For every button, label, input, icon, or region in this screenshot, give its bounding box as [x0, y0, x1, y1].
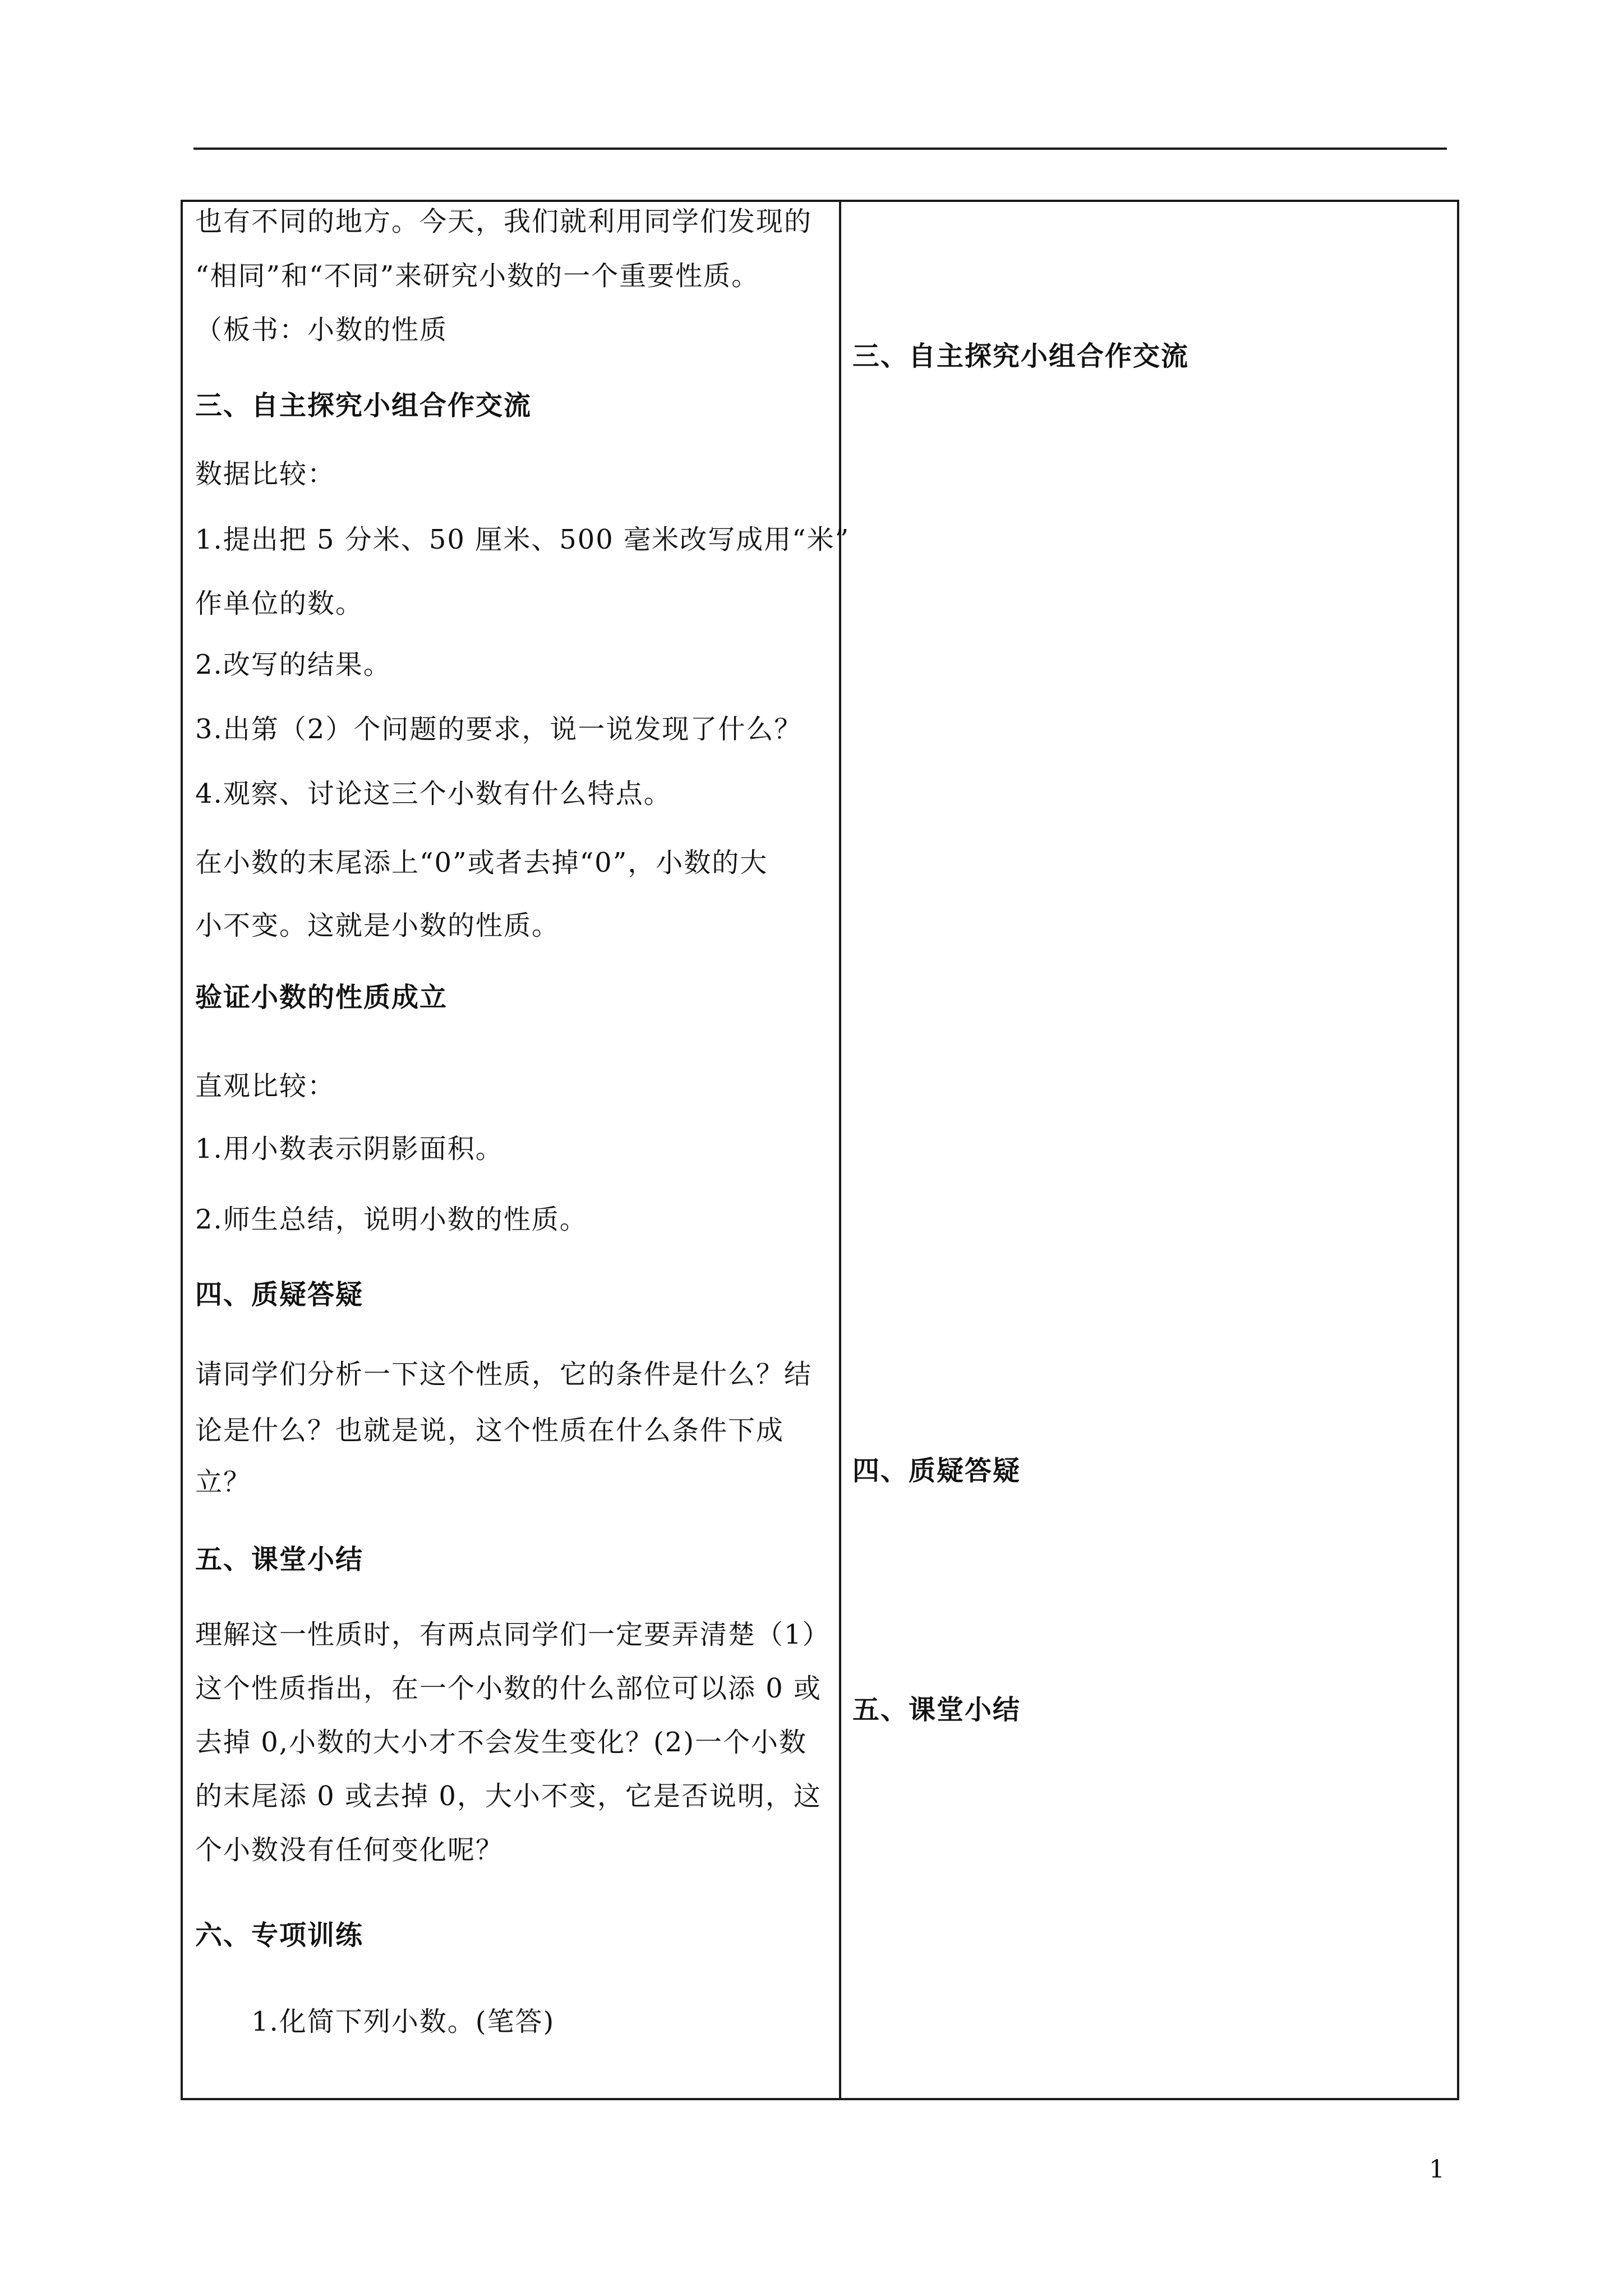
right-section-5-heading: 五、课堂小结	[852, 1694, 1021, 1726]
intro-line-1: 也有不同的地方。今天，我们就利用同学们发现的	[195, 206, 813, 237]
summary-line-4: 的末尾添 0 或去掉 0，大小不变，它是否说明，这	[195, 1780, 822, 1812]
right-section-4-heading: 四、质疑答疑	[852, 1455, 1021, 1487]
header-rule	[193, 148, 1447, 150]
step-1-line-2: 作单位的数。	[195, 588, 364, 619]
property-line-2: 小不变。这就是小数的性质。	[195, 910, 560, 941]
question-line-2: 论是什么？也就是说，这个性质在什么条件下成	[195, 1415, 785, 1446]
step-3: 3.出第（2）个问题的要求，说一说发现了什么？	[195, 714, 803, 745]
summary-line-1: 理解这一性质时，有两点同学们一定要弄清楚（1）	[195, 1619, 831, 1650]
visual-step-1: 1.用小数表示阴影面积。	[195, 1133, 504, 1165]
visual-step-2: 2.师生总结，说明小数的性质。	[195, 1204, 588, 1235]
step-2: 2.改写的结果。	[195, 649, 391, 680]
summary-line-2: 这个性质指出，在一个小数的什么部位可以添 0 或	[195, 1673, 822, 1704]
question-line-3: 立？	[195, 1466, 252, 1498]
question-line-1: 请同学们分析一下这个性质，它的条件是什么？结	[195, 1359, 813, 1390]
verify-heading: 验证小数的性质成立	[195, 982, 448, 1013]
training-item-1: 1.化简下列小数。(笔答)	[251, 2006, 555, 2037]
intro-line-3: （板书：小数的性质	[195, 314, 448, 346]
visual-compare-label: 直观比较：	[195, 1070, 336, 1102]
page-number: 1	[1429, 2155, 1445, 2184]
property-line-1: 在小数的末尾添上“0”或者去掉“0”，小数的大	[195, 847, 768, 878]
column-divider	[839, 200, 841, 2100]
step-4: 4.观察、讨论这三个小数有什么特点。	[195, 778, 672, 809]
section-5-heading: 五、课堂小结	[195, 1544, 364, 1575]
summary-line-5: 个小数没有任何变化呢？	[195, 1834, 504, 1866]
step-1-line-1: 1.提出把 5 分米、50 厘米、500 毫米改写成用“米”	[195, 524, 850, 555]
section-4-heading: 四、质疑答疑	[195, 1279, 364, 1310]
intro-line-2: “相同”和“不同”来研究小数的一个重要性质。	[195, 260, 760, 292]
section-3-heading: 三、自主探究小组合作交流	[195, 390, 532, 421]
summary-line-3: 去掉 0,小数的大小才不会发生变化？(2)一个小数	[195, 1727, 808, 1758]
section-6-heading: 六、专项训练	[195, 1920, 364, 1951]
right-section-3-heading: 三、自主探究小组合作交流	[852, 341, 1189, 372]
data-compare-label: 数据比较：	[195, 458, 336, 490]
